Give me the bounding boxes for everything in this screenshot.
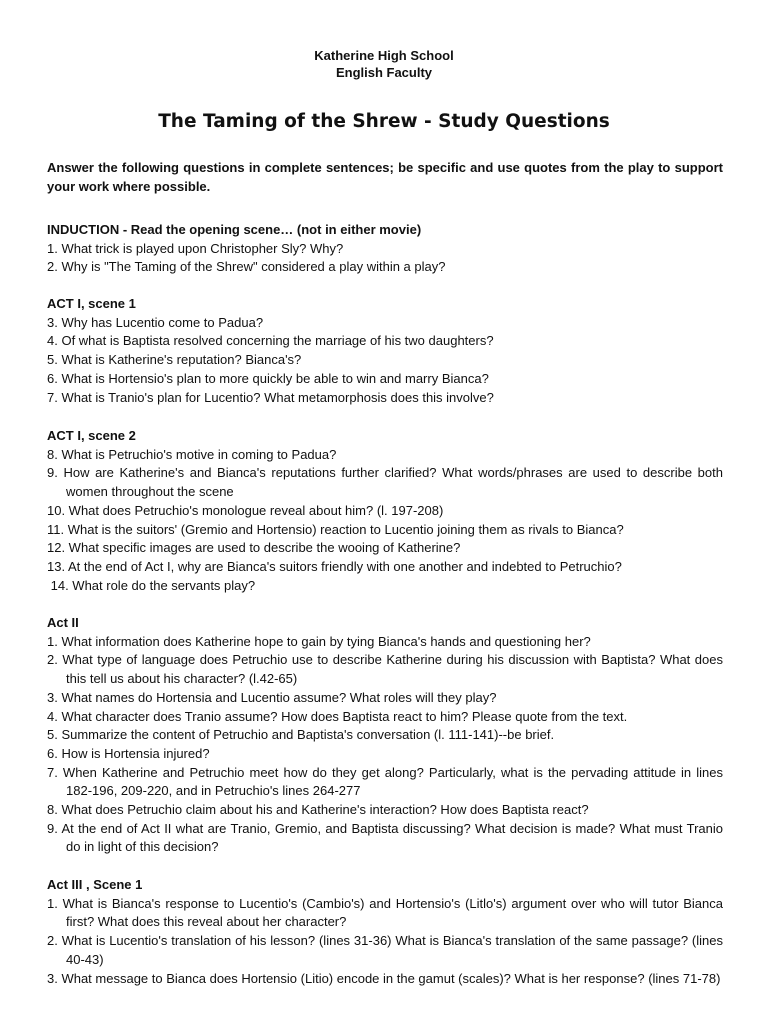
section-heading: ACT I, scene 1: [47, 296, 136, 311]
question: 6. How is Hortensia injured?: [47, 745, 210, 761]
section-act1-scene1: [47, 295, 723, 407]
faculty-name: English Faculty: [335, 65, 433, 80]
section-act3-scene1: [47, 876, 723, 988]
school-header: [0, 47, 768, 81]
question: 12. What specific images are used to describe the wooing of Katherine?: [47, 540, 461, 556]
section-heading: Act III , Scene 1: [47, 877, 143, 892]
question: 8. What does Petruchio claim about his and Katherine's interaction? How does Baptista react?: [47, 802, 589, 818]
section-act1-scene2: [47, 427, 723, 595]
question: 3. What names do Hortensia and Lucentio assume? What roles will they play?: [47, 689, 497, 705]
question: 1. What is Bianca's response to Lucentio's (Cambio's) and Hortensio's (Litlo's) argument over who will tutor Bianca first? What does this reveal about her character?: [47, 895, 723, 930]
section-heading: INDUCTION - Read the opening scene… (not in either movie): [47, 222, 422, 237]
question: 5. Summarize the content of Petruchio and Baptista's conversation (l. 111-141)--be brief.: [47, 727, 555, 743]
question: 10. What does Petruchio's monologue reveal about him? (l. 197-208): [47, 502, 444, 518]
question: 7. When Katherine and Petruchio meet how do they get along? Particularly, what is the pervading attitude in lines 182-196, 209-220, and in Petruchio's lines 264-277: [47, 764, 723, 799]
question: 9. How are Katherine's and Bianca's reputations further clarified? What words/phrases are used to describe both women throughout the scene: [47, 465, 723, 500]
school-name: Katherine High School: [314, 48, 454, 63]
instructions: Answer the following questions in complete sentences; be specific and use quotes from the play to support your work where possible.: [47, 160, 723, 194]
question: 2. What is Lucentio's translation of his lesson? (lines 31-36) What is Bianca's translation of the same passage? (lines 40-43): [47, 933, 723, 967]
question: 13. At the end of Act I, why are Bianca's suitors friendly with one another and indebted to Petruchio?: [47, 558, 622, 574]
question: 3. What message to Bianca does Hortensio (Litio) encode in the gamut (scales)? What is her response? (lines 71-78): [47, 970, 721, 986]
section-heading: ACT I, scene 2: [47, 428, 136, 443]
section-heading: Act II: [47, 615, 79, 630]
question: 1. What trick is played upon Christopher Sly? Why?: [47, 240, 344, 256]
question: 4. Of what is Baptista resolved concerning the marriage of his two daughters?: [47, 333, 494, 349]
section-induction: [47, 221, 723, 277]
document-title: The Taming of the Shrew - Study Questions: [158, 111, 610, 132]
question: 9. At the end of Act II what are Tranio, Gremio, and Baptista discussing? What decision is made? What must Tranio do in light of this decision?: [47, 820, 723, 855]
question: 3. Why has Lucentio come to Padua?: [47, 314, 264, 330]
question: 2. What type of language does Petruchio use to describe Katherine during his discussion with Baptista? What does this tell us about his character? (l.42-65): [47, 652, 723, 687]
question: 11. What is the suitors' (Gremio and Hortensio) reaction to Lucentio joining them as rivals to Bianca?: [47, 521, 624, 537]
question: 4. What character does Tranio assume? How does Baptista react to him? Please quote from the text.: [47, 708, 628, 724]
question: 6. What is Hortensio's plan to more quickly be able to win and marry Bianca?: [47, 370, 489, 386]
question: 1. What information does Katherine hope to gain by tying Bianca's hands and questioning her?: [47, 633, 591, 649]
section-act2: [47, 614, 723, 857]
question: 14. What role do the servants play?: [47, 577, 256, 593]
question: 2. Why is "The Taming of the Shrew" considered a play within a play?: [47, 259, 446, 275]
question: 7. What is Tranio's plan for Lucentio? What metamorphosis does this involve?: [47, 389, 494, 405]
question: 8. What is Petruchio's motive in coming to Padua?: [47, 446, 337, 462]
question: 5. What is Katherine's reputation? Bianca's?: [47, 352, 302, 368]
